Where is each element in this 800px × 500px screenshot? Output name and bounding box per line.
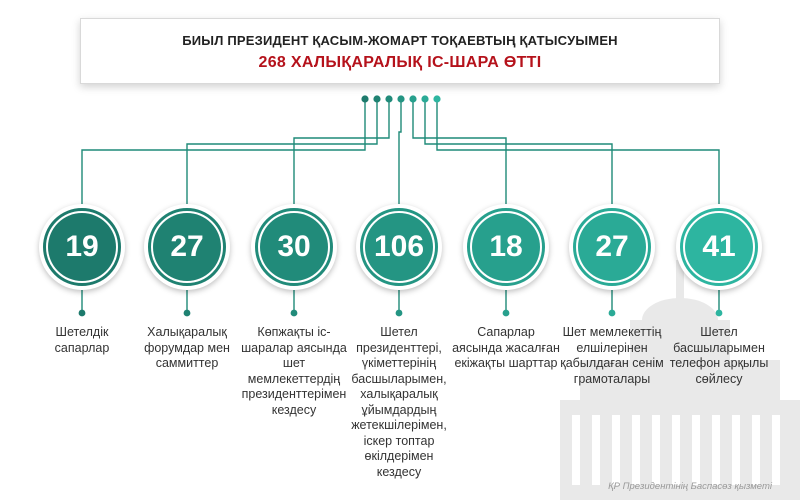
label-dot: [609, 310, 616, 317]
footer-credit: ҚР Президентінің Баспасөз қызметі: [608, 481, 772, 492]
label-dot: [396, 310, 403, 317]
stat-label: Шетел басшыларымен телефон арқылы сөйлесу: [669, 325, 769, 386]
label-dot: [79, 310, 86, 317]
connector-line: [437, 99, 719, 206]
stat-value: 30: [260, 213, 328, 281]
label-dot: [716, 310, 723, 317]
connector-dot: [385, 95, 392, 102]
header-highlight: 268 ХАЛЫҚАРАЛЫҚ ІС-ШАРА ӨТТІ: [258, 54, 542, 71]
stat-value: 19: [48, 213, 116, 281]
stat-value: 27: [153, 213, 221, 281]
connector-dot: [373, 95, 380, 102]
connector-dot: [361, 95, 368, 102]
label-dot: [291, 310, 298, 317]
stat-label: Шет мемлекеттің елшілерінен қабылдаған сенім грамоталары: [560, 325, 664, 386]
stat-label: Шетел президенттері, үкіметтерінің басшыларымен, халықаралық ұйымдардың жетекшілерімен, іскер топтар өкілдерімен кездесу: [351, 325, 447, 479]
connector-dot: [433, 95, 440, 102]
connector-line: [187, 99, 377, 206]
stat-label: Халықаралық форумдар мен саммиттер: [144, 325, 230, 370]
connector-line: [82, 99, 365, 206]
connector-dot: [397, 95, 404, 102]
label-dot: [184, 310, 191, 317]
connector-line: [413, 99, 506, 206]
label-dot: [503, 310, 510, 317]
stat-value: 106: [365, 213, 433, 281]
connector-line: [294, 99, 389, 206]
connector-dot: [409, 95, 416, 102]
stat-label: Шетелдік сапарлар: [54, 325, 110, 355]
header-title: БИЫЛ ПРЕЗИДЕНТ ҚАСЫМ-ЖОМАРТ ТОҚАЕВТЫҢ ҚАТЫСУЫМЕН: [182, 33, 618, 48]
stat-label: Сапарлар аясында жасалған екіжақты шарттар: [452, 325, 560, 370]
connector-dot: [421, 95, 428, 102]
connector-line: [425, 99, 612, 206]
stat-value: 18: [472, 213, 540, 281]
stat-label: Көпжақты іс-шаралар аясында шет мемлекеттердің президенттерімен кездесу: [241, 325, 347, 417]
connector-line: [399, 99, 401, 206]
stat-value: 41: [685, 213, 753, 281]
stat-value: 27: [578, 213, 646, 281]
